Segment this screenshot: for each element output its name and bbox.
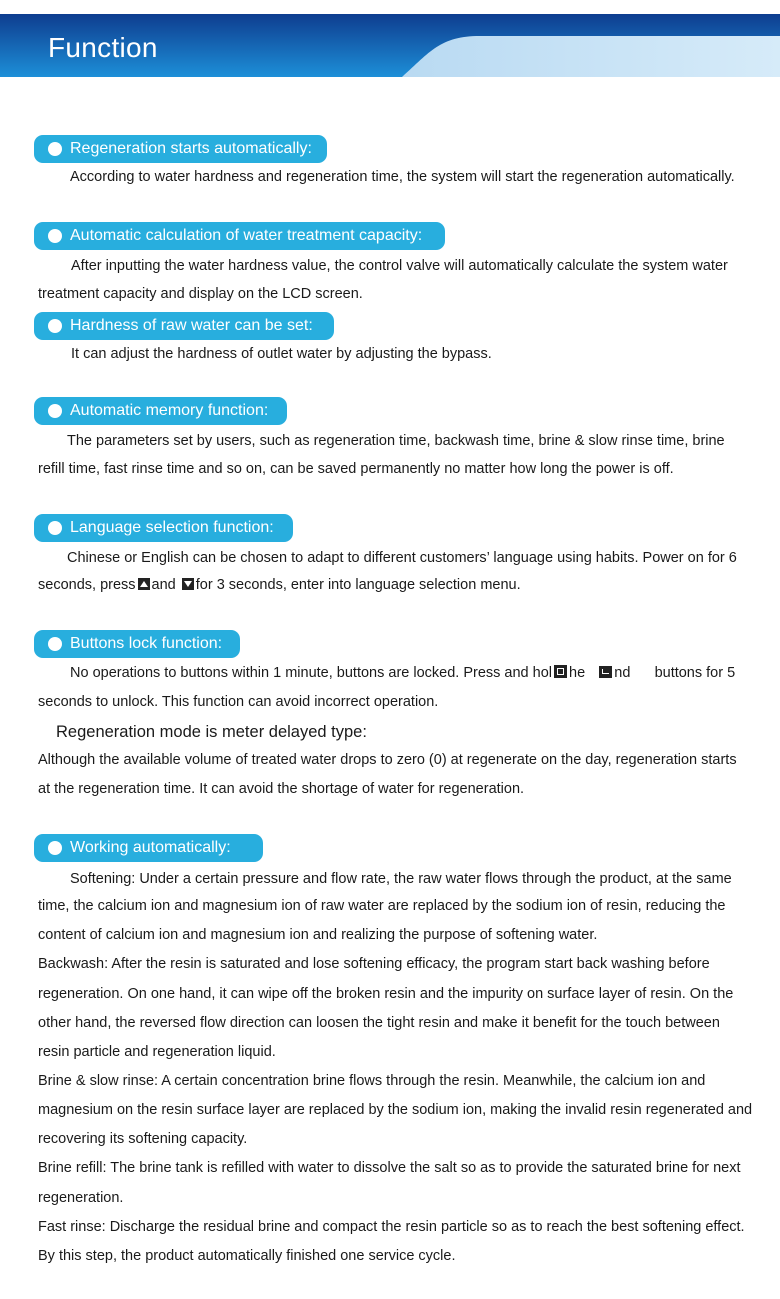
text-fragment: he: [569, 665, 586, 681]
paragraph-line: Brine refill: The brine tank is refilled with water to dissolve the salt so as to provide the saturated brine for next: [38, 1160, 741, 1176]
heading-text: Regeneration starts automatically:: [70, 140, 312, 157]
text-fragment: and: [151, 577, 176, 593]
paragraph-line: According to water hardness and regeneration time, the system will start the regeneration automatically.: [70, 169, 735, 185]
paragraph-line: By this step, the product automatically finished one service cycle.: [38, 1248, 456, 1264]
section-heading-hardness: [34, 312, 334, 340]
paragraph-line: regeneration.: [38, 1190, 124, 1206]
paragraph-line: The parameters set by users, such as regeneration time, backwash time, brine & slow rinse time, brine: [67, 433, 725, 449]
subheading-regeneration-mode: Regeneration mode is meter delayed type:: [56, 723, 367, 741]
paragraph-line: Softening: Under a certain pressure and flow rate, the raw water flows through the product, at the same: [70, 871, 732, 887]
text-fragment: seconds, press: [38, 577, 136, 593]
section-heading-language: [34, 514, 293, 542]
paragraph-line: Brine & slow rinse: A certain concentration brine flows through the resin. Meanwhile, the calcium ion and: [38, 1073, 706, 1089]
bullet-icon: [48, 637, 62, 651]
paragraph-line: It can adjust the hardness of outlet water by adjusting the bypass.: [71, 346, 492, 362]
paragraph-line: [38, 576, 521, 594]
heading-text: Language selection function:: [70, 519, 274, 536]
menu-key-icon: [554, 665, 567, 678]
paragraph-line: [70, 664, 735, 682]
text-fragment: buttons for 5: [654, 665, 736, 681]
header-banner: [0, 14, 780, 77]
bullet-icon: [48, 404, 62, 418]
section-heading-lock: [34, 630, 240, 658]
paragraph-line: time, the calcium ion and magnesium ion of raw water are replaced by the sodium ion of resin, reducing the: [38, 898, 726, 914]
paragraph-line: refill time, fast rinse time and so on, can be saved permanently no matter how long the power is off.: [38, 461, 674, 477]
heading-text: Buttons lock function:: [70, 635, 223, 652]
paragraph-line: seconds to unlock. This function can avoid incorrect operation.: [38, 694, 439, 710]
section-heading-memory: [34, 397, 287, 425]
paragraph-line: regeneration. On one hand, it can wipe off the broken resin and the impurity on surface layer of resin. On the: [38, 986, 734, 1002]
paragraph-line: resin particle and regeneration liquid.: [38, 1044, 276, 1060]
bullet-icon: [48, 319, 62, 333]
page-title: Function: [48, 32, 158, 63]
enter-key-icon: [599, 666, 612, 678]
section-heading-capacity: [34, 222, 445, 250]
heading-text: Automatic calculation of water treatment capacity:: [70, 227, 423, 244]
text-fragment: No operations to buttons within 1 minute, buttons are locked. Press and hol: [70, 665, 553, 681]
paragraph-line: magnesium on the resin surface layer are replaced by the sodium ion, making the invalid resin regenerated and: [38, 1102, 753, 1118]
paragraph-line: recovering its softening capacity.: [38, 1131, 248, 1147]
heading-text: Hardness of raw water can be set:: [70, 317, 313, 334]
bullet-icon: [48, 521, 62, 535]
paragraph-line: content of calcium ion and magnesium ion and realizing the purpose of softening water.: [38, 927, 598, 943]
paragraph-line: treatment capacity and display on the LCD screen.: [38, 286, 363, 302]
up-arrow-key-icon: [138, 578, 150, 590]
paragraph-line: Fast rinse: Discharge the residual brine and compact the resin particle so as to reach the best softening effect.: [38, 1219, 745, 1235]
paragraph-line: Although the available volume of treated water drops to zero (0) at regenerate on the day, regeneration starts: [38, 752, 737, 768]
heading-text: Automatic memory function:: [70, 402, 269, 419]
paragraph-line: at the regeneration time. It can avoid the shortage of water for regeneration.: [38, 781, 525, 797]
down-arrow-key-icon: [182, 578, 194, 590]
paragraph-line: After inputting the water hardness value, the control valve will automatically calculate the system water: [71, 258, 728, 274]
section-heading-working: [34, 834, 263, 862]
paragraph-line: Chinese or English can be chosen to adapt to different customers’ language using habits. Power on for 6: [67, 550, 737, 566]
text-fragment: nd: [614, 665, 631, 681]
bullet-icon: [48, 229, 62, 243]
text-fragment: for 3 seconds, enter into language selection menu.: [195, 577, 521, 593]
heading-text: Working automatically:: [70, 839, 231, 856]
bullet-icon: [48, 841, 62, 855]
paragraph-line: Backwash: After the resin is saturated and lose softening efficacy, the program start back washing before: [38, 956, 710, 972]
section-heading-regeneration: [34, 135, 327, 163]
bullet-icon: [48, 142, 62, 156]
paragraph-line: other hand, the reversed flow direction can loosen the tight resin and make it benefit for the touch between: [38, 1015, 720, 1031]
